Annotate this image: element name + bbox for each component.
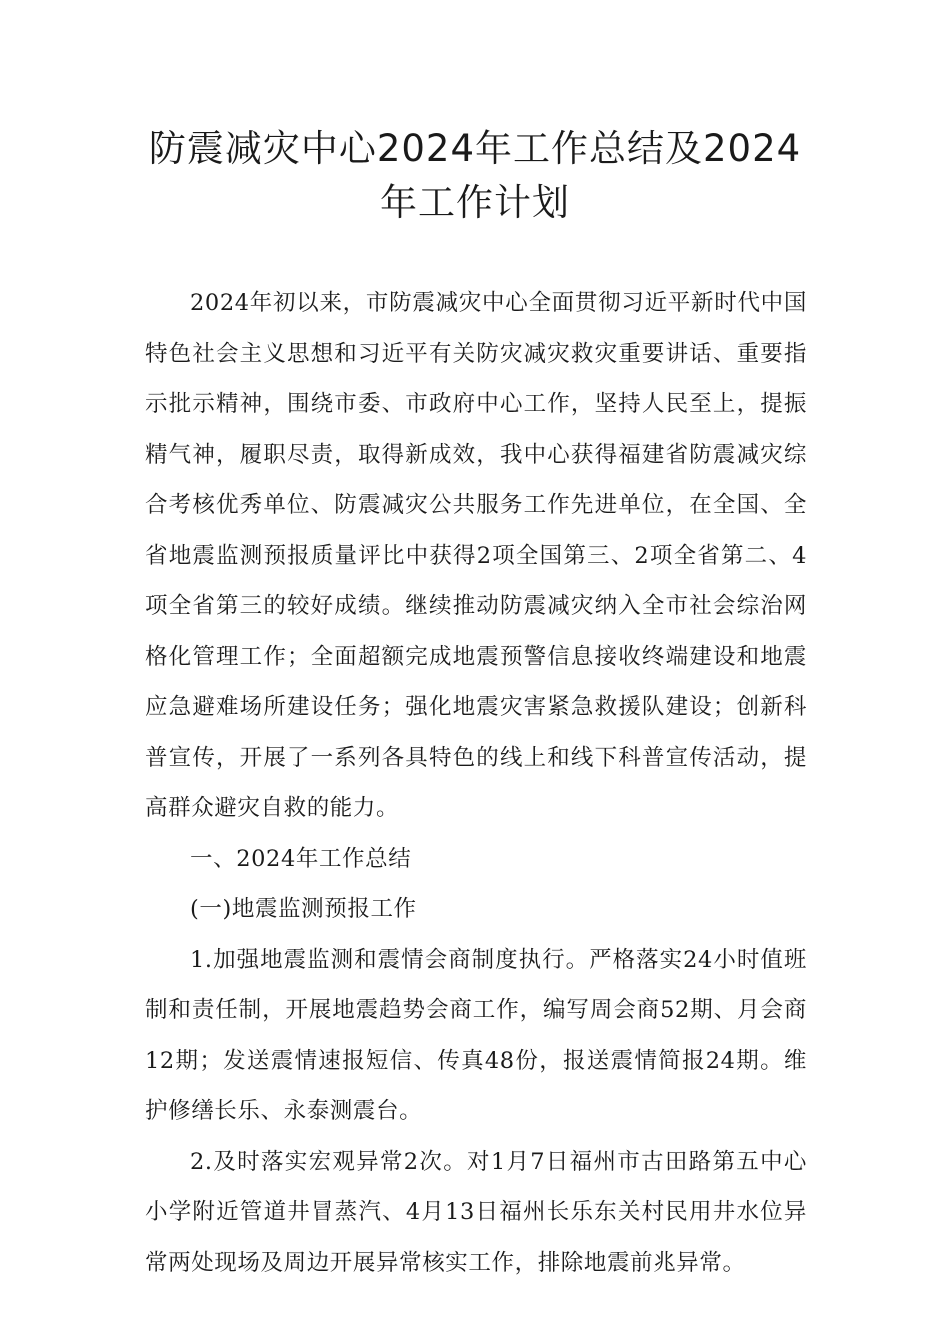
item-paragraph-1: 1.加强地震监测和震情会商制度执行。严格落实24小时值班制和责任制，开展地震趋势会商工作，编写周会商52期、月会商12期；发送震情速报短信、传真48份，报送震情简报24期。维护修缮长乐、永泰测震台。 [145,946,807,1124]
section-heading-summary: 一、2024年工作总结 [190,845,412,872]
title-line-1: 防震减灾中心2024年工作总结及2024 [148,127,802,170]
title-line-2: 年工作计划 [380,181,570,224]
document-body [145,278,807,1288]
document-title [120,122,830,230]
subsection-heading-monitoring: (一)地震监测预报工作 [190,896,417,922]
intro-paragraph: 2024年初以来，市防震减灾中心全面贯彻习近平新时代中国特色社会主义思想和习近平有关防灾减灾救灾重要讲话、重要指示批示精神，围绕市委、市政府中心工作，坚持人民至上，提振精气神，履职尽责，取得新成效，我中心获得福建省防震减灾综合考核优秀单位、防震减灾公共服务工作先进单位，在全国、全省地震监测预报质量评比中获得2项全国第三、2项全省第二、4项全省第三的较好成绩。继续推动防震减灾纳入全市社会综治网格化管理工作；全面超额完成地震预警信息接收终端建设和地震应急避难场所建设任务；强化地震灾害紧急救援队建设；创新科普宣传，开展了一系列各具特色的线上和线下科普宣传活动，提高群众避灾自救的能力。 [145,290,807,821]
item-paragraph-2: 2.及时落实宏观异常2次。对1月7日福州市古田路第五中心小学附近管道井冒蒸汽、4月13日福州长乐东关村民用井水位异常两处现场及周边开展异常核实工作，排除地震前兆异常。 [145,1148,807,1276]
